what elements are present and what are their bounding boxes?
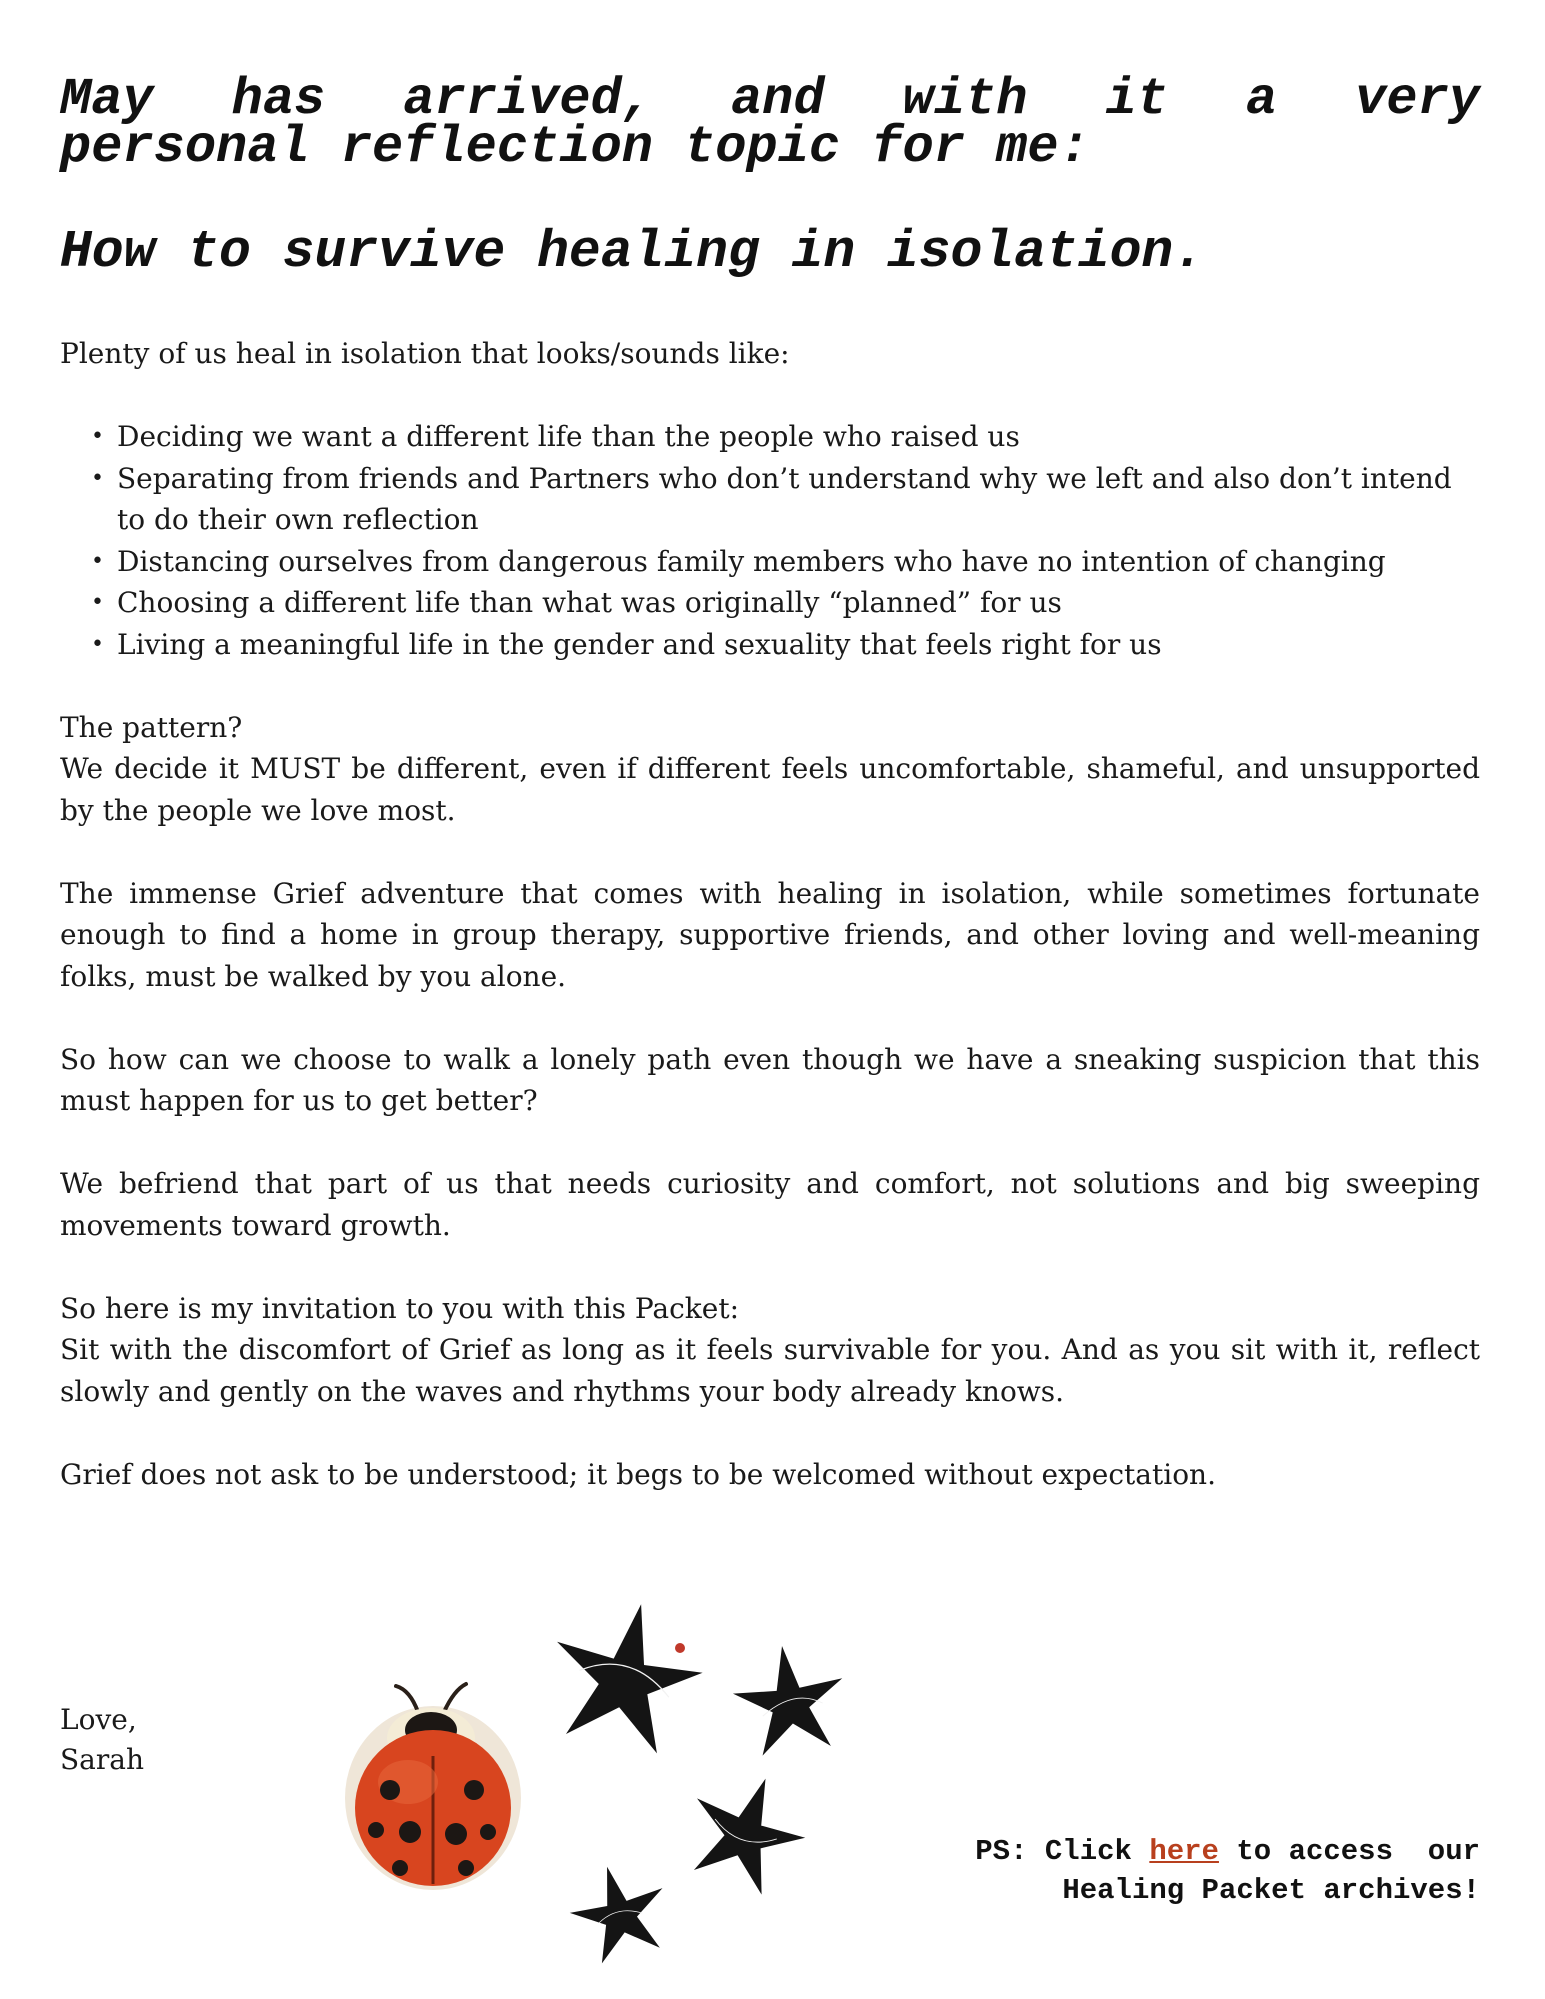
- list-item: • Distancing ourselves from dangerous family members who have no intention of changing: [117, 541, 1480, 583]
- star-icon: [674, 1759, 820, 1902]
- ladybug-icon: [338, 1672, 528, 1896]
- list-item: • Separating from friends and Partners who don’t understand why we left and also don’t intend to do their own reflection: [117, 458, 1480, 541]
- pattern-answer: We decide it MUST be different, even if different feels uncomfortable, shameful, and unsupported by the people we love most.: [60, 752, 1480, 827]
- star-icon: [727, 1638, 851, 1758]
- page-title: [60, 70, 1480, 177]
- list-item: • Choosing a different life than what was originally “planned” for us: [117, 582, 1480, 624]
- invitation-intro: So here is my invitation to you with this Packet:: [60, 1291, 740, 1325]
- archives-link[interactable]: here: [1149, 1835, 1219, 1868]
- closing-paragraph: Grief does not ask to be understood; it begs to be welcomed without expectation.: [60, 1457, 1216, 1491]
- ps-line-1: [975, 1832, 1480, 1871]
- isolation-list: [60, 416, 1480, 665]
- signoff-name: Sarah: [60, 1743, 144, 1776]
- ps-prefix: PS: Click: [975, 1835, 1132, 1868]
- question-paragraph: So how can we choose to walk a lonely path even though we have a sneaking suspicion that this must happen for us to get better?: [60, 1042, 1480, 1117]
- star-icon: [539, 1589, 714, 1759]
- star-icon: [561, 1854, 678, 1968]
- ps-note: [975, 1832, 1480, 1910]
- signoff: [60, 1700, 144, 1780]
- list-item: • Living a meaningful life in the gender and sexuality that feels right for us: [117, 624, 1480, 666]
- ps-line-2: Healing Packet archives!: [1062, 1874, 1480, 1907]
- ps-suffix: to access our: [1236, 1835, 1480, 1868]
- signoff-love: Love,: [60, 1703, 137, 1736]
- list-item: • Deciding we want a different life than the people who raised us: [117, 416, 1480, 458]
- grief-paragraph: The immense Grief adventure that comes with healing in isolation, while sometimes fortunate enough to find a home in group therapy, supportive friends, and other loving and well-meaning folks, must be walked by you alone.: [60, 876, 1480, 993]
- title-line-2: personal reflection topic for me:: [60, 118, 1090, 177]
- befriend-paragraph: We befriend that part of us that needs curiosity and comfort, not solutions and big sweeping movements toward growth.: [60, 1167, 1480, 1242]
- star-cluster: [520, 1585, 880, 1985]
- pattern-question: The pattern?: [60, 710, 243, 744]
- invitation-paragraph: Sit with the discomfort of Grief as long as it feels survivable for you. And as you sit with it, reflect slowly and gently on the waves and rhythms your body already knows.: [60, 1333, 1480, 1408]
- title-line-1: May has arrived, and with it a very: [60, 70, 1480, 129]
- page-subtitle: How to survive healing in isolation.: [60, 222, 1205, 282]
- letter-body: [60, 333, 1480, 1537]
- intro-paragraph: Plenty of us heal in isolation that looks/sounds like:: [60, 337, 790, 370]
